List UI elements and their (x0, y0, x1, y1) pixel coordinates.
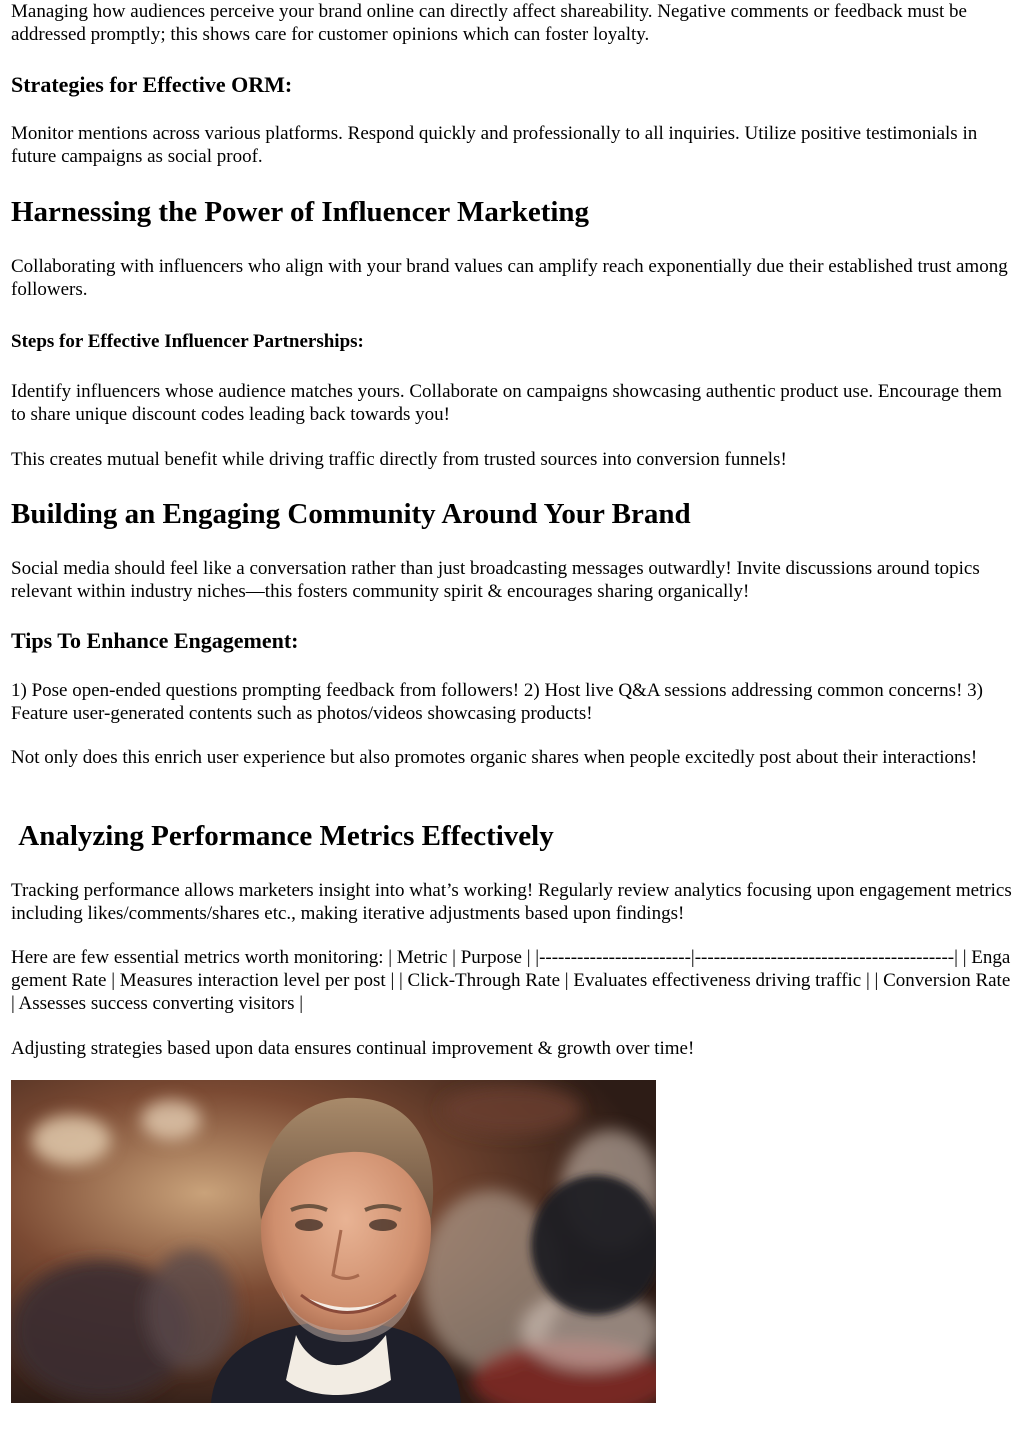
paragraph-influencer-intro: Collaborating with influencers who align with your brand values can amplify reach exponentially due their established trust among followers. (11, 256, 1008, 300)
paragraph-community-intro: Social media should feel like a conversation rather than just broadcasting messages outwardly! Invite discussions around topics relevant within industry niches—this fosters community spirit & encourages sharing organically! (11, 558, 980, 602)
portrait-illustration (11, 1080, 656, 1403)
heading-orm-strategies: Strategies for Effective ORM: (11, 72, 293, 97)
paragraph-orm-strategies: Monitor mentions across various platforms. Respond quickly and professionally to all inquiries. Utilize positive testimonials in future campaigns as social proof. (11, 123, 978, 167)
paragraph-metrics-conclusion: Adjusting strategies based upon data ensures continual improvement & growth over time! (11, 1038, 695, 1059)
paragraph-influencer-steps: Identify influencers whose audience matches yours. Collaborate on campaigns showcasing authentic product use. Encourage them to share unique discount codes leading back towards you! (11, 381, 1002, 425)
heading-influencer-steps: Steps for Effective Influencer Partnerships: (11, 331, 364, 352)
heading-engagement-tips: Tips To Enhance Engagement: (11, 628, 299, 653)
paragraph-metrics-intro: Tracking performance allows marketers insight into what’s working! Regularly review analytics focusing upon engagement metrics including likes/comments/shares etc., making iterative adjustments based upon findings! (11, 880, 1012, 924)
heading-metrics: Analyzing Performance Metrics Effectively (11, 820, 554, 852)
paragraph-influencer-benefit: This creates mutual benefit while driving traffic directly from trusted sources into conversion funnels! (11, 449, 787, 470)
paragraph-engagement-result: Not only does this enrich user experience but also promotes organic shares when people excitedly post about their interactions! (11, 747, 978, 768)
paragraph-metrics-table: Here are few essential metrics worth monitoring: | Metric | Purpose | |------------------------|-----------------------------------------| | Engagement Rate | Measures interaction level per post | | Click-Through Rate | Evaluates effectiveness driving traffic | | Conversion Rate | Assesses success converting visitors | (11, 947, 1011, 1014)
heading-influencer-marketing: Harnessing the Power of Influencer Marketing (11, 196, 590, 228)
paragraph-orm-intro: Managing how audiences perceive your brand online can directly affect shareability. Negative comments or feedback must be addressed promptly; this shows care for customer opinions which can foster loyalty. (11, 1, 967, 45)
heading-community: Building an Engaging Community Around Your Brand (11, 498, 691, 530)
paragraph-engagement-tips: 1) Pose open-ended questions prompting feedback from followers! 2) Host live Q&A sessions addressing common concerns! 3) Feature user-generated contents such as photos/videos showcasing products! (11, 680, 983, 724)
author-photo (11, 1080, 656, 1403)
